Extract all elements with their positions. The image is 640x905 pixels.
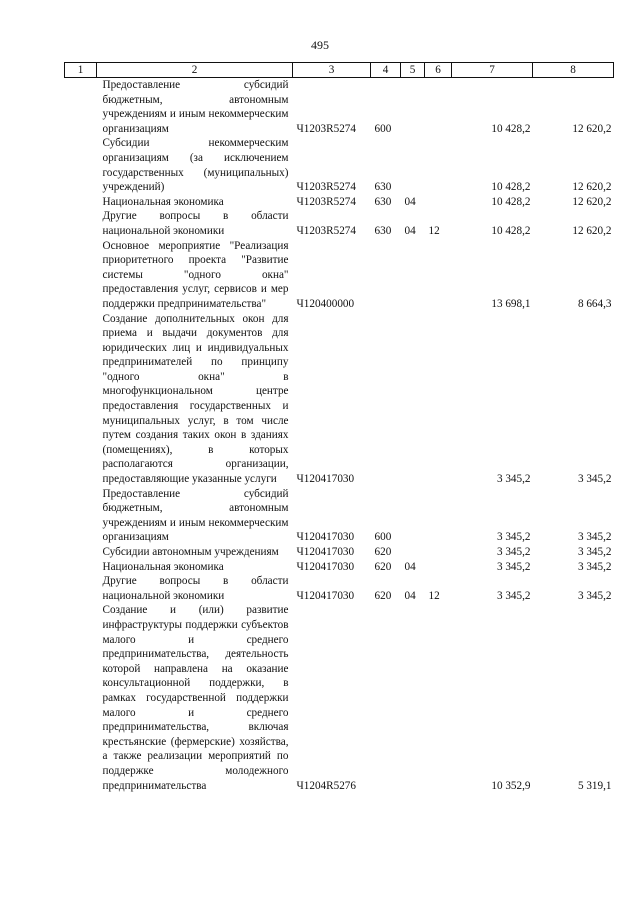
amount-year1-cell: 10 428,2	[491, 195, 531, 208]
row-number-cell	[65, 545, 97, 560]
target-code-cell: Ч120417030	[296, 560, 355, 573]
target-code-cell: Ч1203R5274	[296, 224, 356, 237]
table-row	[65, 574, 614, 603]
expense-type-cell: 600	[374, 531, 392, 544]
column-header: 6	[425, 63, 452, 78]
expense-type-cell: 630	[374, 195, 392, 208]
subsection-cell	[425, 545, 452, 560]
section-cell: 04	[404, 224, 416, 237]
amount-year2-cell: 12 620,2	[572, 122, 612, 135]
column-header: 1	[65, 63, 97, 78]
table-row	[65, 312, 614, 487]
subsection-cell	[425, 312, 452, 487]
table-row	[65, 195, 614, 210]
amount-year1-cell: 3 345,2	[496, 546, 531, 558]
amount-year2-cell: 3 345,2	[577, 531, 612, 544]
expense-type-cell: 620	[374, 546, 392, 558]
amount-year1-cell: 13 698,1	[491, 297, 531, 310]
row-name-cell: Создание дополнительных окон для приема и выдачи документов для юридических лиц и индивидуальных предпринимателей по принципу "одного окна" в многофункциональном центре предоставления государственных и муниципальных услуг, в том числе путем создания таких окон в зданиях (помещениях), в которых располагаются организации, предоставляющие указанные услуги	[102, 312, 289, 486]
amount-year1-cell: 10 352,9	[491, 779, 531, 792]
amount-year1-cell: 3 345,2	[496, 531, 531, 544]
row-name-cell: Другие вопросы в области национальной экономики	[102, 575, 289, 602]
section-cell	[401, 312, 425, 487]
table-body	[65, 78, 614, 794]
subsection-cell	[425, 239, 452, 312]
column-header: 3	[293, 63, 371, 78]
table-row	[65, 545, 614, 560]
table-row	[65, 209, 614, 238]
expense-type-cell	[371, 603, 401, 793]
table-row	[65, 487, 614, 545]
amount-year2-cell: 3 345,2	[577, 473, 612, 486]
amount-year2-cell: 12 620,2	[572, 195, 612, 208]
expense-type-cell: 600	[374, 122, 392, 135]
expense-type-cell: 620	[374, 560, 392, 573]
target-code-cell: Ч120417030	[296, 531, 355, 544]
amount-year1-cell: 10 428,2	[491, 224, 531, 237]
section-cell	[401, 78, 425, 137]
subsection-cell: 12	[428, 224, 440, 237]
row-number-cell	[65, 603, 97, 793]
subsection-cell	[425, 603, 452, 793]
amount-year1-cell: 3 345,2	[496, 473, 531, 486]
target-code-cell: Ч120417030	[296, 589, 355, 602]
amount-year2-cell: 3 345,2	[577, 546, 612, 558]
column-header: 7	[452, 63, 533, 78]
section-cell: 04	[404, 589, 416, 602]
row-number-cell	[65, 209, 97, 238]
amount-year2-cell: 12 620,2	[572, 181, 612, 194]
amount-year2-cell: 8 664,3	[577, 297, 612, 310]
row-name-cell: Основное мероприятие "Реализация приоритетного проекта "Развитие системы "одного окна" предоставления услуг, сервисов и мер поддержки предпринимательства"	[102, 239, 289, 310]
expense-type-cell: 630	[374, 224, 392, 237]
amount-year1-cell: 10 428,2	[491, 181, 531, 194]
table-row	[65, 136, 614, 194]
subsection-cell	[425, 136, 452, 194]
table-row	[65, 78, 614, 137]
expense-type-cell	[371, 312, 401, 487]
amount-year1-cell: 3 345,2	[496, 589, 531, 602]
target-code-cell: Ч120400000	[296, 297, 355, 310]
subsection-cell	[425, 560, 452, 575]
subsection-cell	[425, 195, 452, 210]
row-name-cell: Создание и (или) развитие инфраструктуры поддержки субъектов малого и среднего предпринимательства, деятельность которой направлена на оказание консультационной поддержки, в рамках государственной поддержки малого и среднего предпринимательства, включая крестьянские (фермерские) хозяйства, а также реализации мероприятий по поддержке молодежного предпринимательства	[102, 604, 289, 792]
column-header: 2	[97, 63, 293, 78]
amount-year2-cell: 5 319,1	[577, 779, 612, 792]
row-number-cell	[65, 195, 97, 210]
section-cell: 04	[404, 560, 416, 573]
section-cell	[401, 603, 425, 793]
section-cell	[401, 545, 425, 560]
column-header: 8	[533, 63, 614, 78]
section-cell: 04	[404, 195, 416, 208]
target-code-cell: Ч1203R5274	[296, 181, 356, 194]
expense-type-cell	[371, 239, 401, 312]
page-number: 495	[311, 38, 329, 52]
column-header: 4	[371, 63, 401, 78]
row-name-cell: Национальная экономика	[102, 560, 224, 573]
amount-year2-cell: 12 620,2	[572, 224, 612, 237]
amount-year2-cell: 3 345,2	[577, 589, 612, 602]
row-number-cell	[65, 239, 97, 312]
row-name-cell: Предоставление субсидий бюджетным, автономным учреждениям и иным некоммерческим организациям	[102, 79, 289, 135]
table-row	[65, 603, 614, 793]
target-code-cell: Ч1203R5274	[296, 122, 356, 135]
target-code-cell: Ч1204R5276	[296, 779, 356, 792]
table-row	[65, 560, 614, 575]
amount-year1-cell: 10 428,2	[491, 122, 531, 135]
section-cell	[401, 136, 425, 194]
row-name-cell: Национальная экономика	[102, 195, 224, 208]
row-name-cell: Субсидии автономным учреждениям	[102, 546, 279, 558]
table-header	[65, 63, 614, 78]
target-code-cell: Ч1203R5274	[296, 195, 356, 208]
subsection-cell	[425, 78, 452, 137]
row-name-cell: Субсидии некоммерческим организациям (за исключением государственных (муниципальных) учреждений)	[102, 137, 289, 194]
amount-year2-cell: 3 345,2	[577, 560, 612, 573]
budget-table	[64, 62, 614, 793]
amount-year1-cell: 3 345,2	[496, 560, 531, 573]
subsection-cell	[425, 487, 452, 545]
row-number-cell	[65, 560, 97, 575]
row-name-cell: Предоставление субсидий бюджетным, автономным учреждениям и иным некоммерческим организациям	[102, 487, 289, 544]
subsection-cell: 12	[428, 589, 440, 602]
section-cell	[401, 487, 425, 545]
table-row	[65, 239, 614, 312]
header-row	[65, 63, 614, 78]
row-number-cell	[65, 78, 97, 137]
target-code-cell: Ч120417030	[296, 473, 355, 486]
row-number-cell	[65, 312, 97, 487]
section-cell	[401, 239, 425, 312]
row-name-cell: Другие вопросы в области национальной экономики	[102, 210, 289, 237]
row-number-cell	[65, 487, 97, 545]
expense-type-cell: 630	[374, 181, 392, 194]
target-code-cell: Ч120417030	[296, 546, 355, 558]
row-number-cell	[65, 574, 97, 603]
expense-type-cell: 620	[374, 589, 392, 602]
column-header: 5	[401, 63, 425, 78]
row-number-cell	[65, 136, 97, 194]
